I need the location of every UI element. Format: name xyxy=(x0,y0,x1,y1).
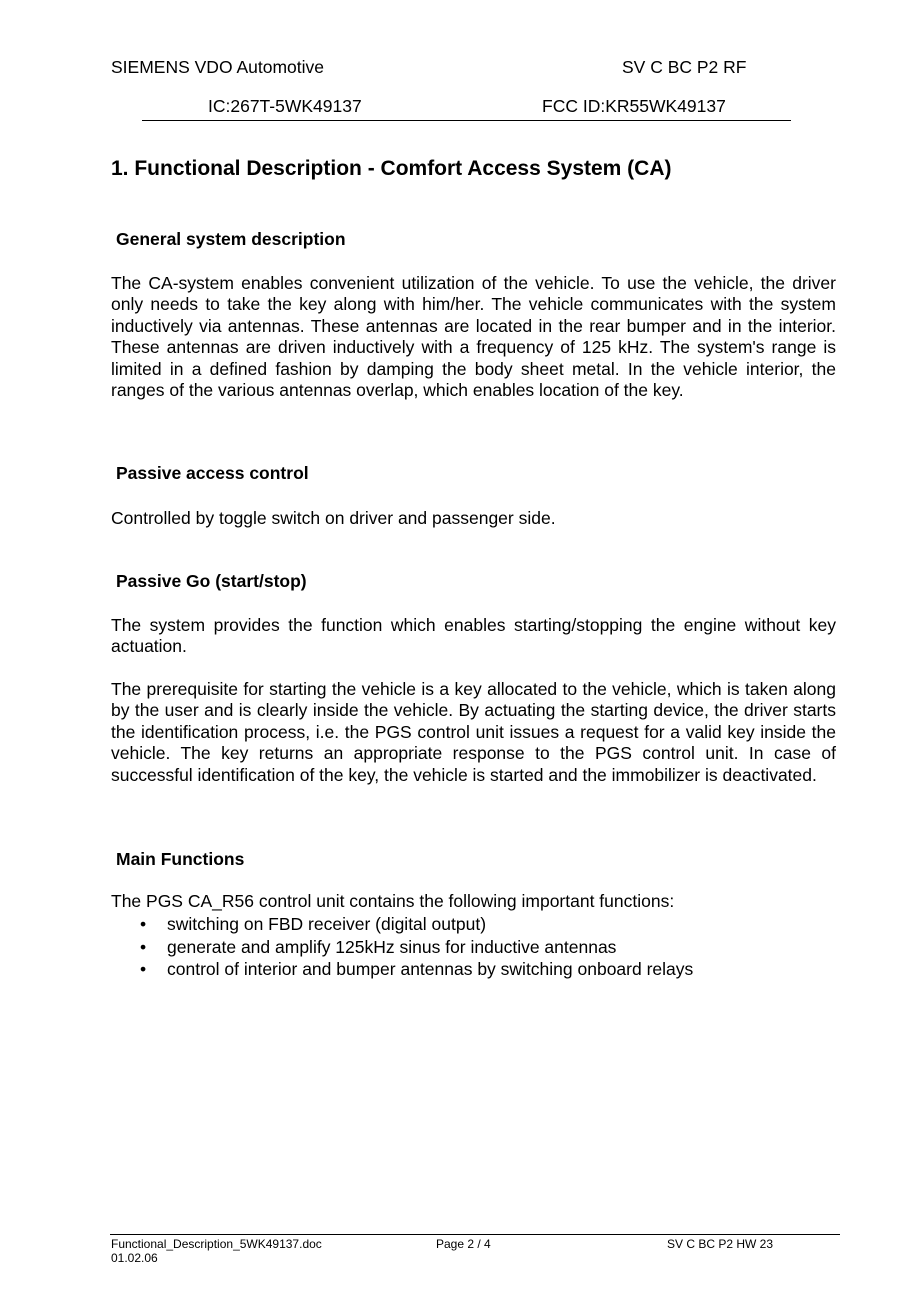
section-heading-passive-go: Passive Go (start/stop) xyxy=(116,571,307,591)
list-item xyxy=(111,936,693,959)
list-item xyxy=(111,958,693,981)
document-code: SV C BC P2 RF xyxy=(622,57,747,77)
company-name: SIEMENS VDO Automotive xyxy=(111,57,324,77)
bullet-icon: • xyxy=(140,936,147,957)
footer-document-code: SV C BC P2 HW 23 xyxy=(667,1237,774,1251)
section-heading-passive-access: Passive access control xyxy=(116,463,309,483)
footer-filename: Functional_Description_5WK49137.doc xyxy=(111,1237,322,1251)
section-heading-main-functions: Main Functions xyxy=(116,849,245,869)
footer-page-number: Page 2 / 4 xyxy=(436,1237,491,1251)
bullet-icon: • xyxy=(140,959,147,980)
list-item-text: switching on FBD receiver (digital output) xyxy=(167,914,487,934)
paragraph-passive-go-intro: The system provides the function which enables starting/stopping the engine without key actuation. xyxy=(111,615,836,657)
paragraph-main-functions-intro: The PGS CA_R56 control unit contains the following important functions: xyxy=(111,891,675,911)
main-functions-list xyxy=(111,913,693,981)
document-title: 1. Functional Description - Comfort Access System (CA) xyxy=(111,157,672,180)
fcc-id: FCC ID:KR55WK49137 xyxy=(542,96,726,116)
ic-number: IC:267T-5WK49137 xyxy=(208,96,362,116)
section-heading-general: General system description xyxy=(116,229,346,249)
list-item-text: control of interior and bumper antennas by switching onboard relays xyxy=(167,959,694,980)
footer-divider xyxy=(110,1234,840,1235)
list-item xyxy=(111,913,693,936)
footer-date: 01.02.06 xyxy=(111,1251,158,1265)
paragraph-passive-access: Controlled by toggle switch on driver and passenger side. xyxy=(111,508,556,528)
header-divider xyxy=(142,120,791,121)
bullet-icon: • xyxy=(140,914,147,934)
paragraph-general-description: The CA-system enables convenient utilization of the vehicle. To use the vehicle, the driver only needs to take the key along with him/her. The vehicle communicates with the system inductively via antennas. These antennas are located in the rear bumper and in the interior. These antennas are driven inductively with a frequency of 125 kHz. The system's range is limited in a defined fashion by damping the body sheet metal. In the vehicle interior, the ranges of the various antennas overlap, which enables location of the key. xyxy=(111,273,836,401)
paragraph-passive-go-prerequisite: The prerequisite for starting the vehicle is a key allocated to the vehicle, which is taken along by the user and is clearly inside the vehicle. By actuating the starting device, the driver starts the identification process, i.e. the PGS control unit issues a request for a valid key inside the vehicle. The key returns an appropriate response to the PGS control unit. In case of successful identification of the key, the vehicle is started and the immobilizer is deactivated. xyxy=(111,679,836,785)
list-item-text: generate and amplify 125kHz sinus for inductive antennas xyxy=(167,936,617,957)
